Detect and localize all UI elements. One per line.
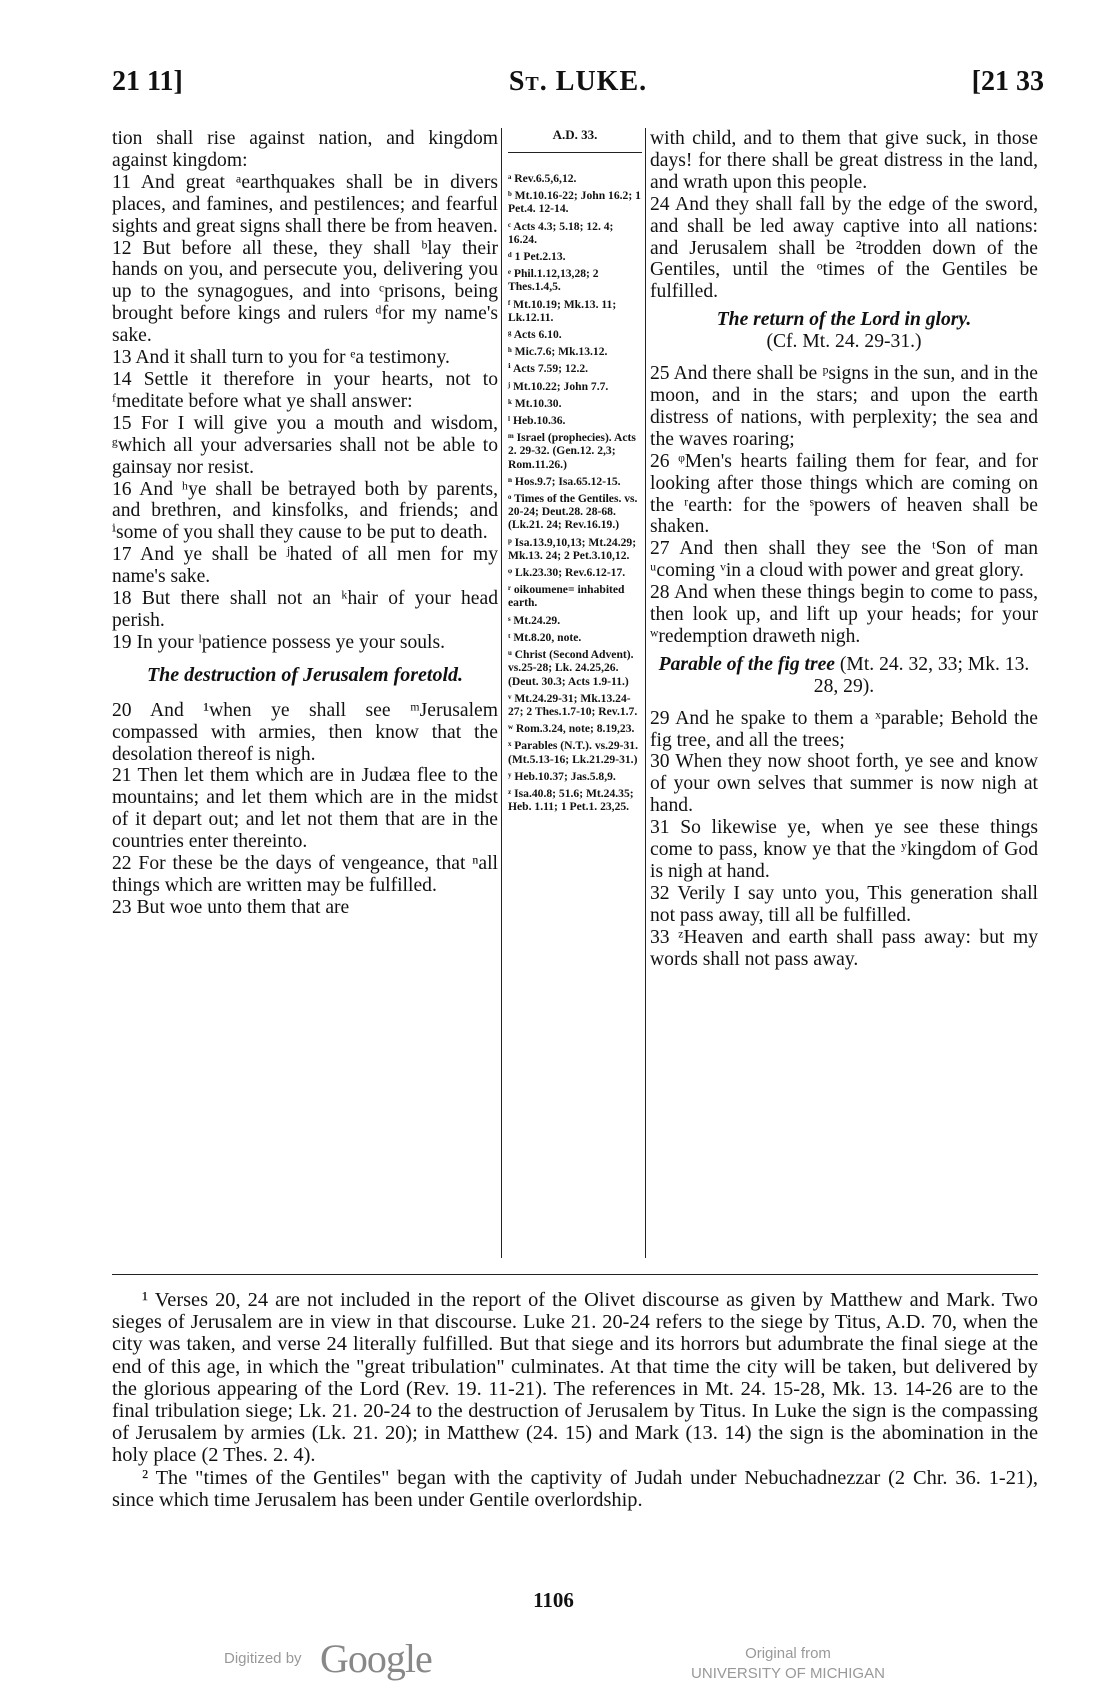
reference: ᵖ Isa.13.9,10,13; Mt.24.29; Mk.13. 24; 2 Pet.3.10,12. (508, 535, 637, 562)
reference: ᶻ Isa.40.8; 51.6; Mt.24.35; Heb. 1.11; 1 Pet.1. 23,25. (508, 786, 634, 814)
verse-18: 18 But there shall not an ᵏhair of your head perish. (112, 588, 498, 631)
verse-29: 29 And he spake to them a ˣparable; Behold the fig tree, and all the trees; (650, 707, 1038, 751)
verse-25: 25 And there shall be ᵖsigns in the sun, and in the moon, and in the stars; and upon the earth distress of nations, with perplexity; the sea and the waves roaring; (650, 363, 1038, 450)
google-logo: Google (320, 1636, 432, 1681)
digitized-by-label: Digitized by (224, 1650, 302, 1667)
reference: ᵗ Mt.8.20, note. (508, 630, 582, 644)
reference: ˡ Heb.10.36. (508, 414, 566, 428)
footnote-rule (112, 1274, 1038, 1275)
verse-17: 17 And ye shall be ʲhated of all men for my name's sake. (112, 544, 498, 588)
verse-14: 14 Settle it therefore in your hearts, not to ᶠmeditate before what ye shall answer: (112, 368, 498, 412)
reference: ⁿ Hos.9.7; Isa.65.12-15. (508, 474, 621, 488)
reference-list (508, 172, 642, 817)
left-column (112, 128, 498, 919)
verse-19: 19 In your ˡpatience possess ye your souls. (112, 631, 446, 653)
university-name: UNIVERSITY OF MICHIGAN (691, 1665, 885, 1682)
verse-text: tion shall rise against nation, and kingdom against kingdom: (112, 128, 498, 171)
verse-15: 15 For I will give you a mouth and wisdom, ᵍwhich all your adversaries shall not be able to gainsay nor resist. (112, 412, 498, 478)
reference: ᵏ Mt.10.30. (508, 396, 562, 410)
reference: ʳ oikoumene= inhabited earth. (508, 583, 625, 610)
verse-28: 28 And when these things begin to come to pass, then look up, and lift up your heads; for your ʷredemption draweth nigh. (650, 582, 1038, 647)
reference: ᵘ Christ (Second Advent). vs.25-28; Lk. 24.25,26. (Deut. 30.3; Acts 1.9-11.) (508, 648, 634, 688)
original-from: Original from (745, 1645, 831, 1662)
verse-text: with child, and to them that give suck, in those days! for there shall be great distress in the land, and wrath upon this people. (650, 128, 1038, 193)
marginal-references (508, 127, 642, 814)
reference: ʰ Mic.7.6; Mk.13.12. (508, 345, 608, 359)
reference: ᵈ 1 Pet.2.13. (508, 250, 566, 264)
reference: ʸ Heb.10.37; Jas.5.8,9. (508, 769, 616, 783)
verse-33: 33 ᶻHeaven and earth shall pass away: but my words shall not pass away. (650, 926, 1038, 970)
reference: ᵉ Phil.1.12,13,28; 2 Thes.1.4,5. (508, 267, 599, 294)
verse-31: 31 So likewise ye, when ye see these things come to pass, know ye that the ʸkingdom of God is nigh at hand. (650, 817, 1038, 882)
reference: ˢ Mt.24.29. (508, 613, 561, 627)
verse-32: 32 Verily I say unto you, This generation shall not pass away, till all be fulfilled. (650, 882, 1038, 926)
header-right: [21 33 (971, 66, 1044, 97)
column-rule-right (645, 128, 646, 1258)
reference: ᵃ Rev.6.5,6,12. (508, 172, 577, 185)
page-number: 1106 (533, 1588, 574, 1612)
date-label: A.D. 33. (552, 127, 598, 142)
footnote-2: ² The "times of the Gentiles" began with the captivity of Judah under Nebuchadnezzar (2 Chr. 36. 1-21), since which time Jerusalem has been under Gentile overlordship. (112, 1466, 1038, 1511)
verse-23: 23 But woe unto them that are (112, 896, 350, 918)
heading-reference: (Mt. 24. 32, 33; Mk. 13. 28, 29). (813, 653, 1030, 697)
heading-title: The return of the Lord in glory. (716, 309, 972, 331)
right-column (650, 128, 1038, 971)
verse-27: 27 And then shall they see the ᵗSon of man ᵘcoming ᵛin a cloud with power and great glory. (650, 538, 1038, 582)
verse-11: 11 And great ᵃearthquakes shall be in divers places, and famines, and pestilences; and fearful sights and great signs shall there be from heaven. (112, 171, 498, 237)
heading-reference: (Cf. Mt. 24. 29-31.) (766, 331, 922, 353)
verse-16: 16 And ʰye shall be betrayed both by parents, and brethren, and kinsfolks, and friends; and ⁱsome of you shall they cause to be put to death. (112, 478, 498, 544)
section-heading-parable (650, 654, 1038, 698)
running-header (112, 66, 1044, 106)
verse-20: 20 And ¹when ye shall see ᵐJerusalem compassed with armies, then know that the desolation thereof is nigh. (112, 699, 498, 765)
reference: ᵛ Mt.24.29-31; Mk.13.24-27; 2 Thes.1.7-10; Rev.1.7. (508, 691, 638, 718)
date-rule (508, 152, 642, 153)
reference: ᵇ Mt.10.16-22; John 16.2; 1 Pet.4. 12-14. (508, 189, 641, 216)
header-left: 21 11] (112, 66, 183, 97)
verse-24: 24 And they shall fall by the edge of the sword, and shall be led away captive into all nations: and Jerusalem shall be ²trodden down of the Gentiles, until the ᵒtimes of the Gentiles be fulfilled. (650, 193, 1038, 303)
verse-22: 22 For these be the days of vengeance, that ⁿall things which are written may be fulfilled. (112, 853, 498, 896)
original-from-label (668, 1644, 908, 1684)
heading-title: Parable of the fig tree (658, 653, 835, 675)
reference: ʷ Rom.3.24, note; 8.19,23. (508, 722, 635, 736)
section-heading-return (650, 309, 1038, 353)
reference: ᵍ Acts 6.10. (508, 328, 562, 342)
column-rule-left (501, 128, 502, 1258)
reference: ᶜ Acts 4.3; 5.18; 12. 4; 16.24. (508, 219, 614, 246)
reference: ᶠ Mt.10.19; Mk.13. 11; Lk.12.11. (508, 297, 617, 324)
reference: ⁱ Acts 7.59; 12.2. (508, 362, 589, 376)
footnotes (112, 1289, 1038, 1511)
reference: ʲ Mt.10.22; John 7.7. (508, 379, 609, 393)
footnote-1: ¹ Verses 20, 24 are not included in the report of the Olivet discourse as given by Matthew and Mark. Two sieges of Jerusalem are in view in that discourse. Luke 21. 20-24 refers to the siege by Titus, A.D. 70, when the city was taken, and verse 24 literally fulfilled. But that siege and its horrors but adumbrate the final siege at the end of this age, in which the "great tribulation" culminates. At that time the city will be taken, but delivered by the glorious appearing of the Lord (Rev. 19. 11-21). The references in Mt. 24. 15-28, Mk. 13. 14-26 are to the final tribulation siege; Lk. 21. 20-24 to the destruction of Jerusalem by Titus. In Luke the sign is the compassing of Jerusalem by armies (Lk. 21. 20); in Matthew (24. 15) and Mark (13. 14) the sign is the abomination in the holy place (2 Thes. 2. 4). (112, 1289, 1038, 1467)
reference: ᵒ Times of the Gentiles. vs. 20-24; Deut.28. 28-68. (Lk.21. 24; Rev.16.19.) (508, 492, 638, 532)
verse-12: 12 But before all these, they shall ᵇlay their hands on you, and persecute you, delivering you up to the synagogues, and into ᶜprisons, being brought before kings and rulers ᵈfor my name's sake. (112, 237, 498, 347)
reference: ˣ Parables (N.T.). vs.29-31. (Mt.5.13-16; Lk.21.29-31.) (508, 739, 638, 766)
section-heading-destruction: The destruction of Jerusalem foretold. (146, 663, 464, 686)
verse-30: 30 When they now shoot forth, ye see and know of your own selves that summer is now nigh at hand. (650, 751, 1038, 817)
verse-26: 26 ᵠMen's hearts failing them for fear, and for looking after those things which are coming on the ʳearth: for the ˢpowers of heaven shall be shaken. (650, 450, 1038, 538)
verse-21: 21 Then let them which are in Judæa flee to the mountains; and let them which are in the midst of it depart out; and let not them that are in the countries enter thereinto. (112, 765, 498, 853)
reference: ᵠ Lk.23.30; Rev.6.12-17. (508, 566, 626, 580)
header-title: St. LUKE. (508, 66, 648, 97)
verse-13: 13 And it shall turn to you for ᵉa testimony. (112, 347, 450, 369)
reference: ᵐ Israel (prophecies). Acts 2. 29-32. (Gen.12. 2,3; Rom.11.26.) (508, 431, 636, 471)
